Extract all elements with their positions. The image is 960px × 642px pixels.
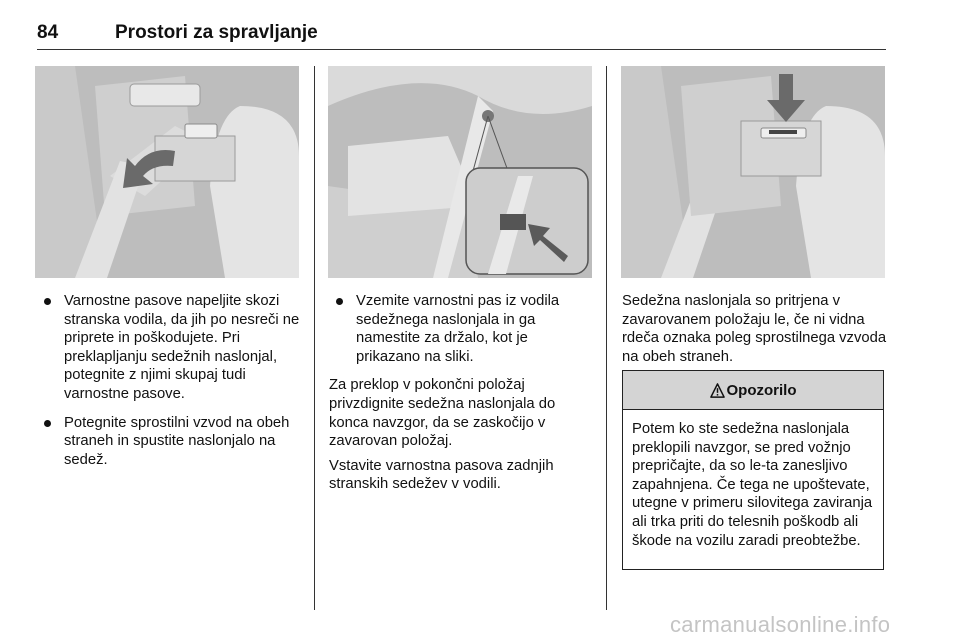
paragraph-upright-position: Za preklop v pokončni položaj privzdignite sedežna naslonjala do konca navzgor, da se zaskočijo v zavarovan položaj. — [329, 377, 556, 450]
list-item: Vzemite varnostni pas iz vodila sedežnega naslonjala in ga namestite za držalo, kot je prikazano na sliki. — [329, 292, 595, 366]
warning-text: Potem ko ste sedežna naslonjala preklopili navzgor, se pred vožnjo prepričajte, da so le-ta zanesljivo zapahnjena. Če tega ne upoštevate, utegne v primeru silovitega zaviranja ali trka priti do telesnih poškodb ali škode na vozilu zaradi preobtežbe. — [632, 421, 873, 549]
warning-title: Opozorilo — [726, 381, 797, 399]
column-divider-1 — [314, 66, 315, 610]
figure-folded-seat — [328, 66, 592, 278]
list-item: Potegnite sprostilni vzvod na obeh straneh in spustite naslonjalo na sedež. — [37, 414, 303, 470]
page-header — [37, 18, 886, 54]
latch-marker-illustration — [621, 66, 885, 278]
column-1 — [37, 292, 303, 479]
column-divider-2 — [606, 66, 607, 610]
chapter-title: Prostori za spravljanje — [115, 22, 318, 43]
header-divider — [37, 49, 886, 50]
paragraph-insert-belts: Vstavite varnostna pasova zadnjih stranskih sedežev v vodili. — [329, 457, 554, 493]
page-number: 84 — [37, 22, 59, 43]
instruction-list-1 — [37, 292, 303, 469]
figure-belt-guide — [35, 66, 299, 278]
list-item: Varnostne pasove napeljite skozi stranska vodila, da jih po nesreči ne priprete in poškodujete. Pri preklapljanju sedežnih naslonjal, potegnite z njimi skupaj tudi varnostne pasove. — [37, 292, 303, 404]
figure-latch-marker — [621, 66, 885, 278]
folded-seat-illustration — [328, 66, 592, 278]
warning-box — [622, 370, 884, 570]
belt-guide-illustration — [35, 66, 299, 278]
column-3 — [622, 292, 888, 372]
watermark: carmanualsonline.info — [670, 612, 891, 637]
column-2 — [329, 292, 595, 500]
instruction-list-2 — [329, 292, 595, 366]
paragraph-red-marker: Sedežna naslonjala so pritrjena v zavarovanem položaju le, če ni vidna rdeča oznaka poleg sprostilnega vzvoda na obeh straneh. — [622, 293, 887, 365]
warning-triangle-icon — [710, 383, 725, 398]
warning-header — [623, 371, 883, 410]
